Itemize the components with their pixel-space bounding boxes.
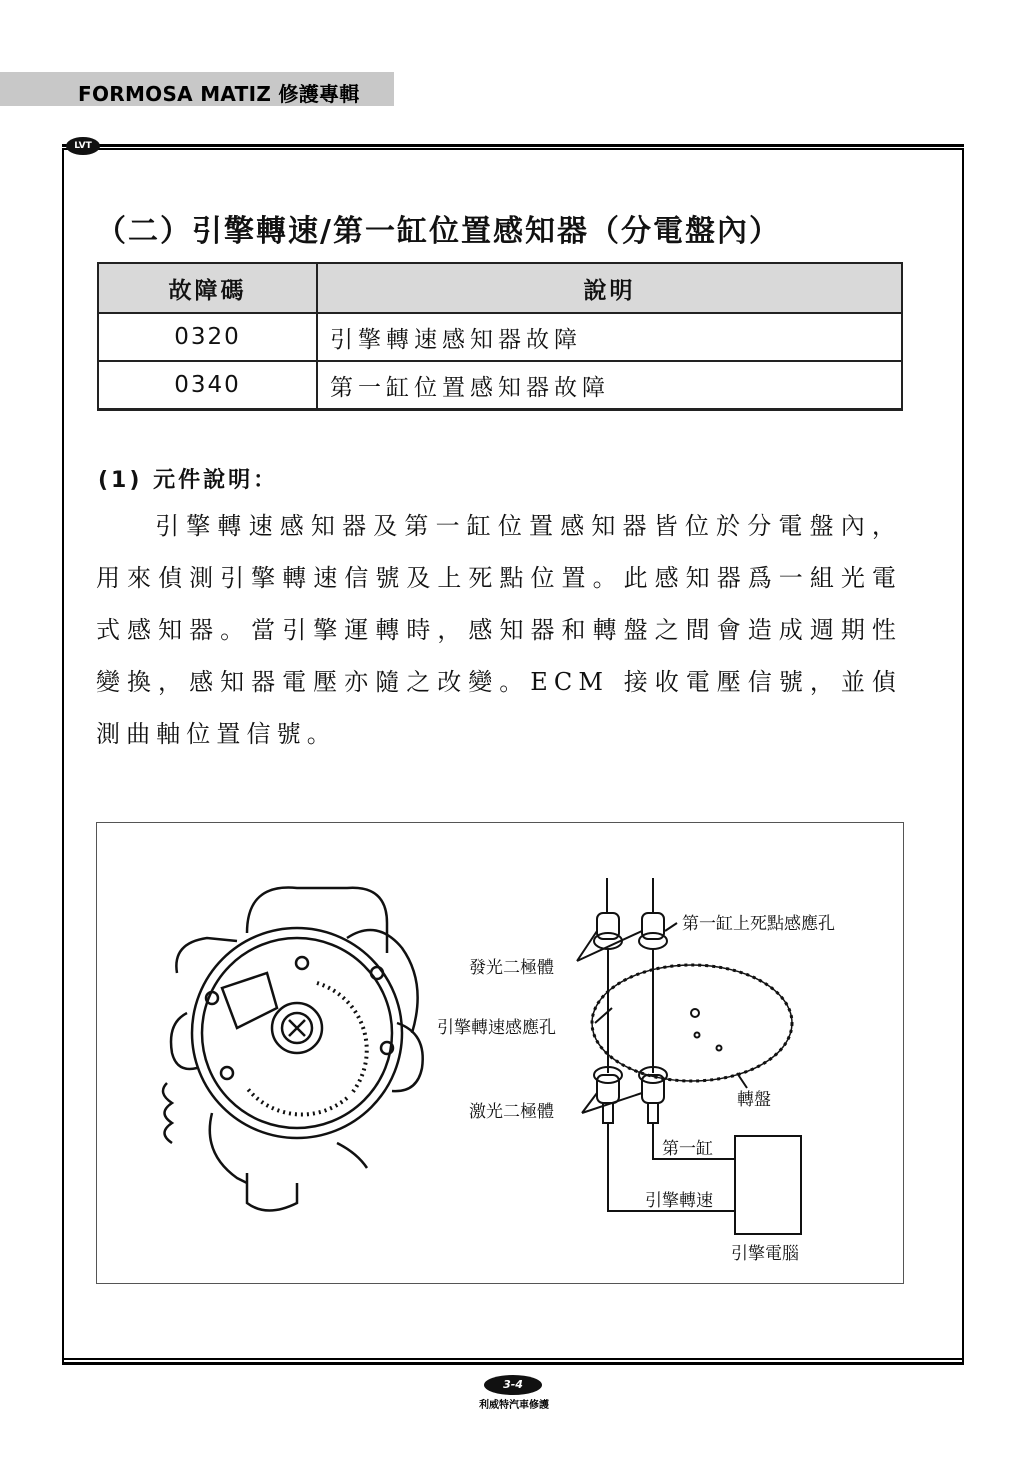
component-description — [96, 500, 902, 760]
distributor-illustration — [163, 888, 423, 1211]
dtc-code: 0340 — [98, 361, 317, 410]
sensor-diagram — [97, 823, 903, 1283]
label-laser-diode: 激光二極體 — [469, 1102, 554, 1122]
page-number: 3-4 — [484, 1375, 542, 1395]
header-title: FORMOSA MATIZ 修護專輯 — [78, 82, 360, 106]
frame-bottom-rule — [62, 1358, 964, 1365]
label-rpm-hole: 引擎轉速感應孔 — [437, 1018, 556, 1038]
footer-brand: 利威特汽車修護 — [479, 1400, 549, 1411]
table-row — [98, 313, 902, 361]
label-led: 發光二極體 — [469, 958, 554, 978]
table-header-row — [98, 263, 902, 313]
component-paragraph-text: 引擎轉速感知器及第一缸位置感知器皆位於分電盤內，用來偵測引擎轉速信號及上死點位置。此感知器爲一組光電式感知器。當引擎運轉時，感知器和轉盤之間會造成週期性變換，感知器電壓亦隨之改變。ECM 接收電壓信號，並偵測曲軸位置信號。 — [96, 512, 902, 748]
section-title: （二）引擎轉速/第一缸位置感知器（分電盤內） — [96, 214, 781, 249]
label-disc: 轉盤 — [737, 1090, 771, 1110]
frame-top-rule — [62, 144, 964, 150]
header-tab — [0, 72, 394, 106]
frame-left-rule — [62, 149, 64, 1363]
dtc-code: 0320 — [98, 313, 317, 361]
sensor-figure — [96, 822, 904, 1284]
dtc-description: 引擎轉速感知器故障 — [317, 313, 902, 361]
label-engine-rpm: 引擎轉速 — [645, 1191, 713, 1211]
column-header-code: 故障碼 — [98, 263, 317, 313]
label-cylinder-1: 第一缸 — [662, 1139, 713, 1159]
label-tdc-hole: 第一缸上死點感應孔 — [682, 914, 835, 934]
frame-right-rule — [962, 149, 964, 1363]
component-heading: (1) 元件說明： — [98, 468, 279, 493]
publisher-logo: LVT — [66, 137, 100, 155]
dtc-description: 第一缸位置感知器故障 — [317, 361, 902, 410]
column-header-description: 說明 — [317, 263, 902, 313]
label-ecm: 引擎電腦 — [731, 1244, 799, 1264]
table-row — [98, 361, 902, 410]
dtc-table — [97, 262, 903, 411]
